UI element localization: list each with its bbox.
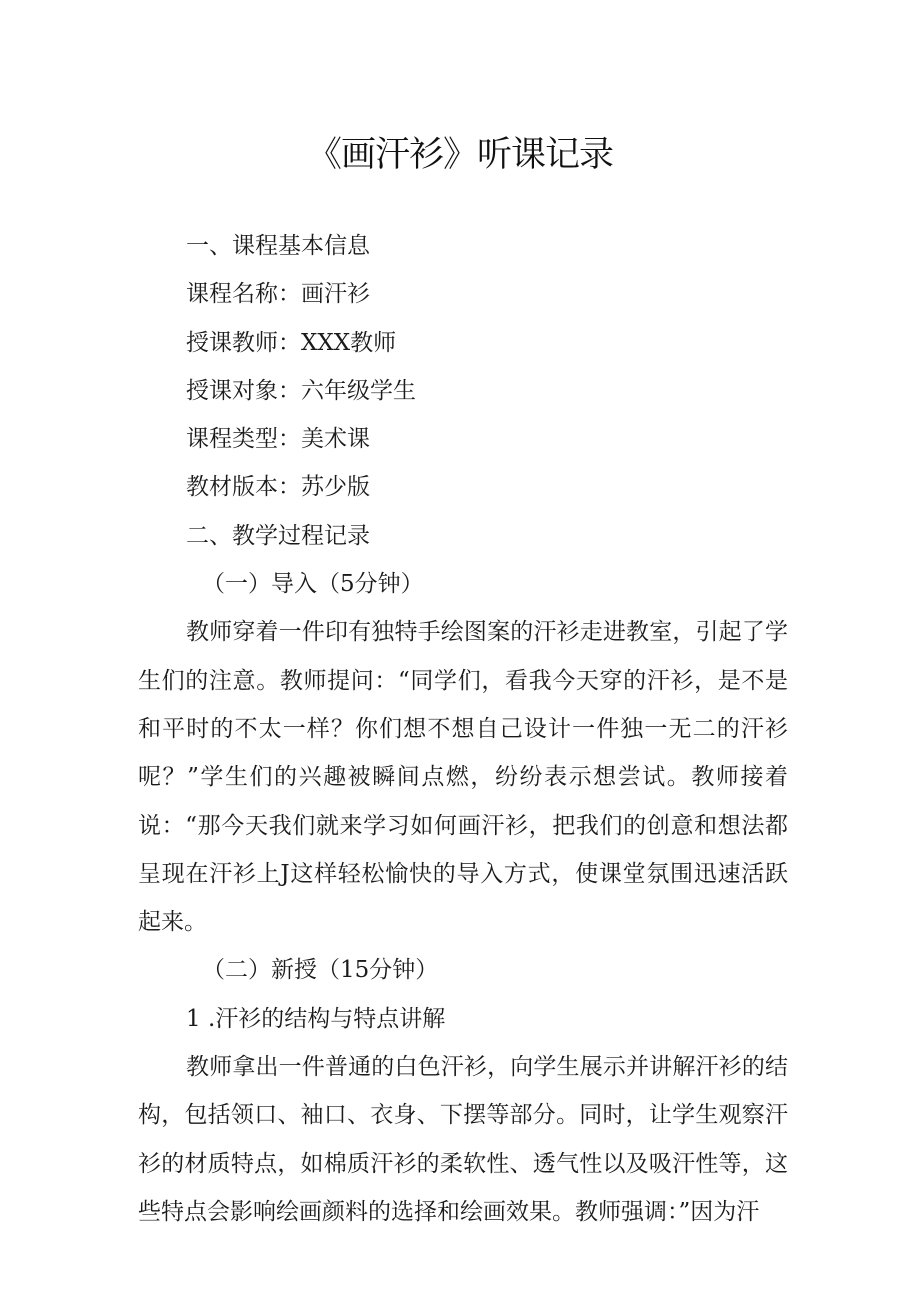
section-heading-process: 二、教学过程记录 [186, 522, 370, 549]
course-type-line: 课程类型：美术课 [186, 426, 370, 453]
textbook-line: 教材版本：苏少版 [186, 474, 370, 501]
document-title: 《画汗衫》听课记录 [306, 135, 613, 175]
subsection-heading-intro: （一）导入（5分钟） [202, 571, 424, 598]
subsection-heading-new-lesson: （二）新授（15分钟） [202, 957, 439, 984]
item-heading-structure: 1 .汗衫的结构与特点讲解 [186, 1005, 446, 1032]
course-name-line: 课程名称：画汗衫 [186, 281, 370, 308]
intro-paragraph: 教师穿着一件印有独特手绘图案的汗衫走进教室，引起了学生们的注意。教师提问：“同学们，看我今天穿的汗衫，是不是和平时的不太一样？你们想不想自己设计一件独一无二的汗衫呢？”学生们的兴趣被瞬间点燃，纷纷表示想尝试。教师接着说：“那今天我们就来学习如何画汗衫，把我们的创意和想法都呈现在汗衫上J这样轻松愉快的导入方式，使课堂氛围迅速活跃起来。 [138, 619, 788, 936]
section-heading-basic-info: 一、课程基本信息 [186, 233, 370, 259]
audience-line: 授课对象：六年级学生 [186, 377, 416, 404]
structure-paragraph: 教师拿出一件普通的白色汗衫，向学生展示并讲解汗衫的结构，包括领口、袖口、衣身、下摆等部分。同时，让学生观察汗衫的材质特点，如棉质汗衫的柔软性、透气性以及吸汗性等，这些特点会影响绘画颜料的选择和绘画效果。教师强调：”因为汗 [138, 1054, 788, 1225]
teacher-line: 授课教师：XXX教师 [186, 329, 397, 356]
document-body [138, 222, 788, 1236]
